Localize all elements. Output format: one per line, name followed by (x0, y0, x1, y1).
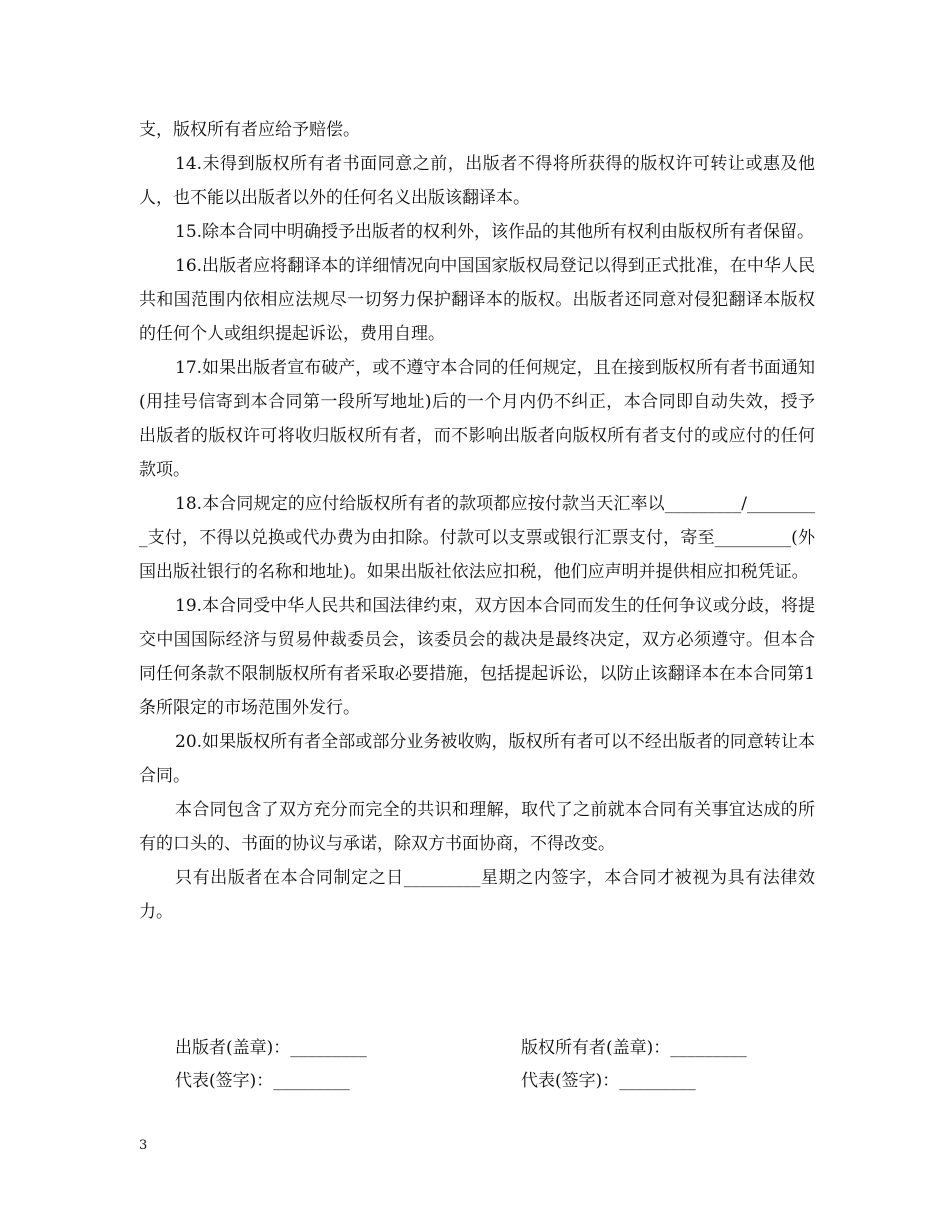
representative-row (175, 1065, 815, 1098)
signature-block (175, 1032, 815, 1098)
owner-representative-line: 代表(签字)：_________ (521, 1071, 696, 1091)
page-number: 3 (139, 1138, 148, 1153)
publisher-seal-line: 出版者(盖章)：_________ (175, 1038, 367, 1058)
effectiveness-paragraph: 只有出版者在本合同制定之日_________星期之内签字，本合同才被视为具有法律效力。 (139, 868, 815, 922)
entire-agreement-paragraph: 本合同包含了双方充分而完全的共识和理解，取代了之前就本合同有关事宜达成的所有的口头的、书面的协议与承诺，除双方书面协商，不得改变。 (139, 800, 815, 854)
clause-17: 17.如果出版者宣布破产，或不遵守本合同的任何规定，且在接到版权所有者书面通知(用挂号信寄到本合同第一段所写地址)后的一个月内仍不纠正，本合同即自动失效，授予出版者的版权许可将收归版权所有者，而不影响出版者向版权所有者支付的或应付的任何款项。 (139, 358, 815, 480)
clause-14: 14.未得到版权所有者书面同意之前，出版者不得将所获得的版权许可转让或惠及他人，也不能以出版者以外的任何名义出版该翻译本。 (139, 154, 815, 208)
publisher-representative-line: 代表(签字)：_________ (175, 1071, 350, 1091)
clause-20: 20.如果版权所有者全部或部分业务被收购，版权所有者可以不经出版者的同意转让本合同。 (139, 732, 815, 786)
paragraph-continuation: 支，版权所有者应给予赔偿。 (139, 120, 360, 140)
clause-15: 15.除本合同中明确授予出版者的权利外，该作品的其他所有权利由版权所有者保留。 (175, 222, 815, 242)
clause-19: 19.本合同受中华人民共和国法律约束，双方因本合同而发生的任何争议或分歧，将提交中国国际经济与贸易仲裁委员会，该委员会的裁决是最终决定，双方必须遵守。但本合同任何条款不限制版权所有者采取必要措施，包括提起诉讼，以防止该翻译本在本合同第1条所限定的市场范围外发行。 (139, 596, 815, 718)
clause-18: 18.本合同规定的应付给版权所有者的款项都应按付款当天汇率以_________/_________支付，不得以兑换或代办费为由扣除。付款可以支票或银行汇票支付，寄至_________(外国出版社银行的名称和地址)。如果出版社依法应扣税，他们应声明并提供相应扣税凭证。 (139, 494, 815, 582)
contract-body (139, 113, 815, 929)
owner-seal-line: 版权所有者(盖章)：_________ (521, 1038, 747, 1058)
clause-16: 16.出版者应将翻译本的详细情况向中国国家版权局登记以得到正式批准，在中华人民共和国范围内依相应法规尽一切努力保护翻译本的版权。出版者还同意对侵犯翻译本版权的任何个人或组织提起诉讼，费用自理。 (139, 256, 815, 344)
seal-row (175, 1032, 815, 1065)
